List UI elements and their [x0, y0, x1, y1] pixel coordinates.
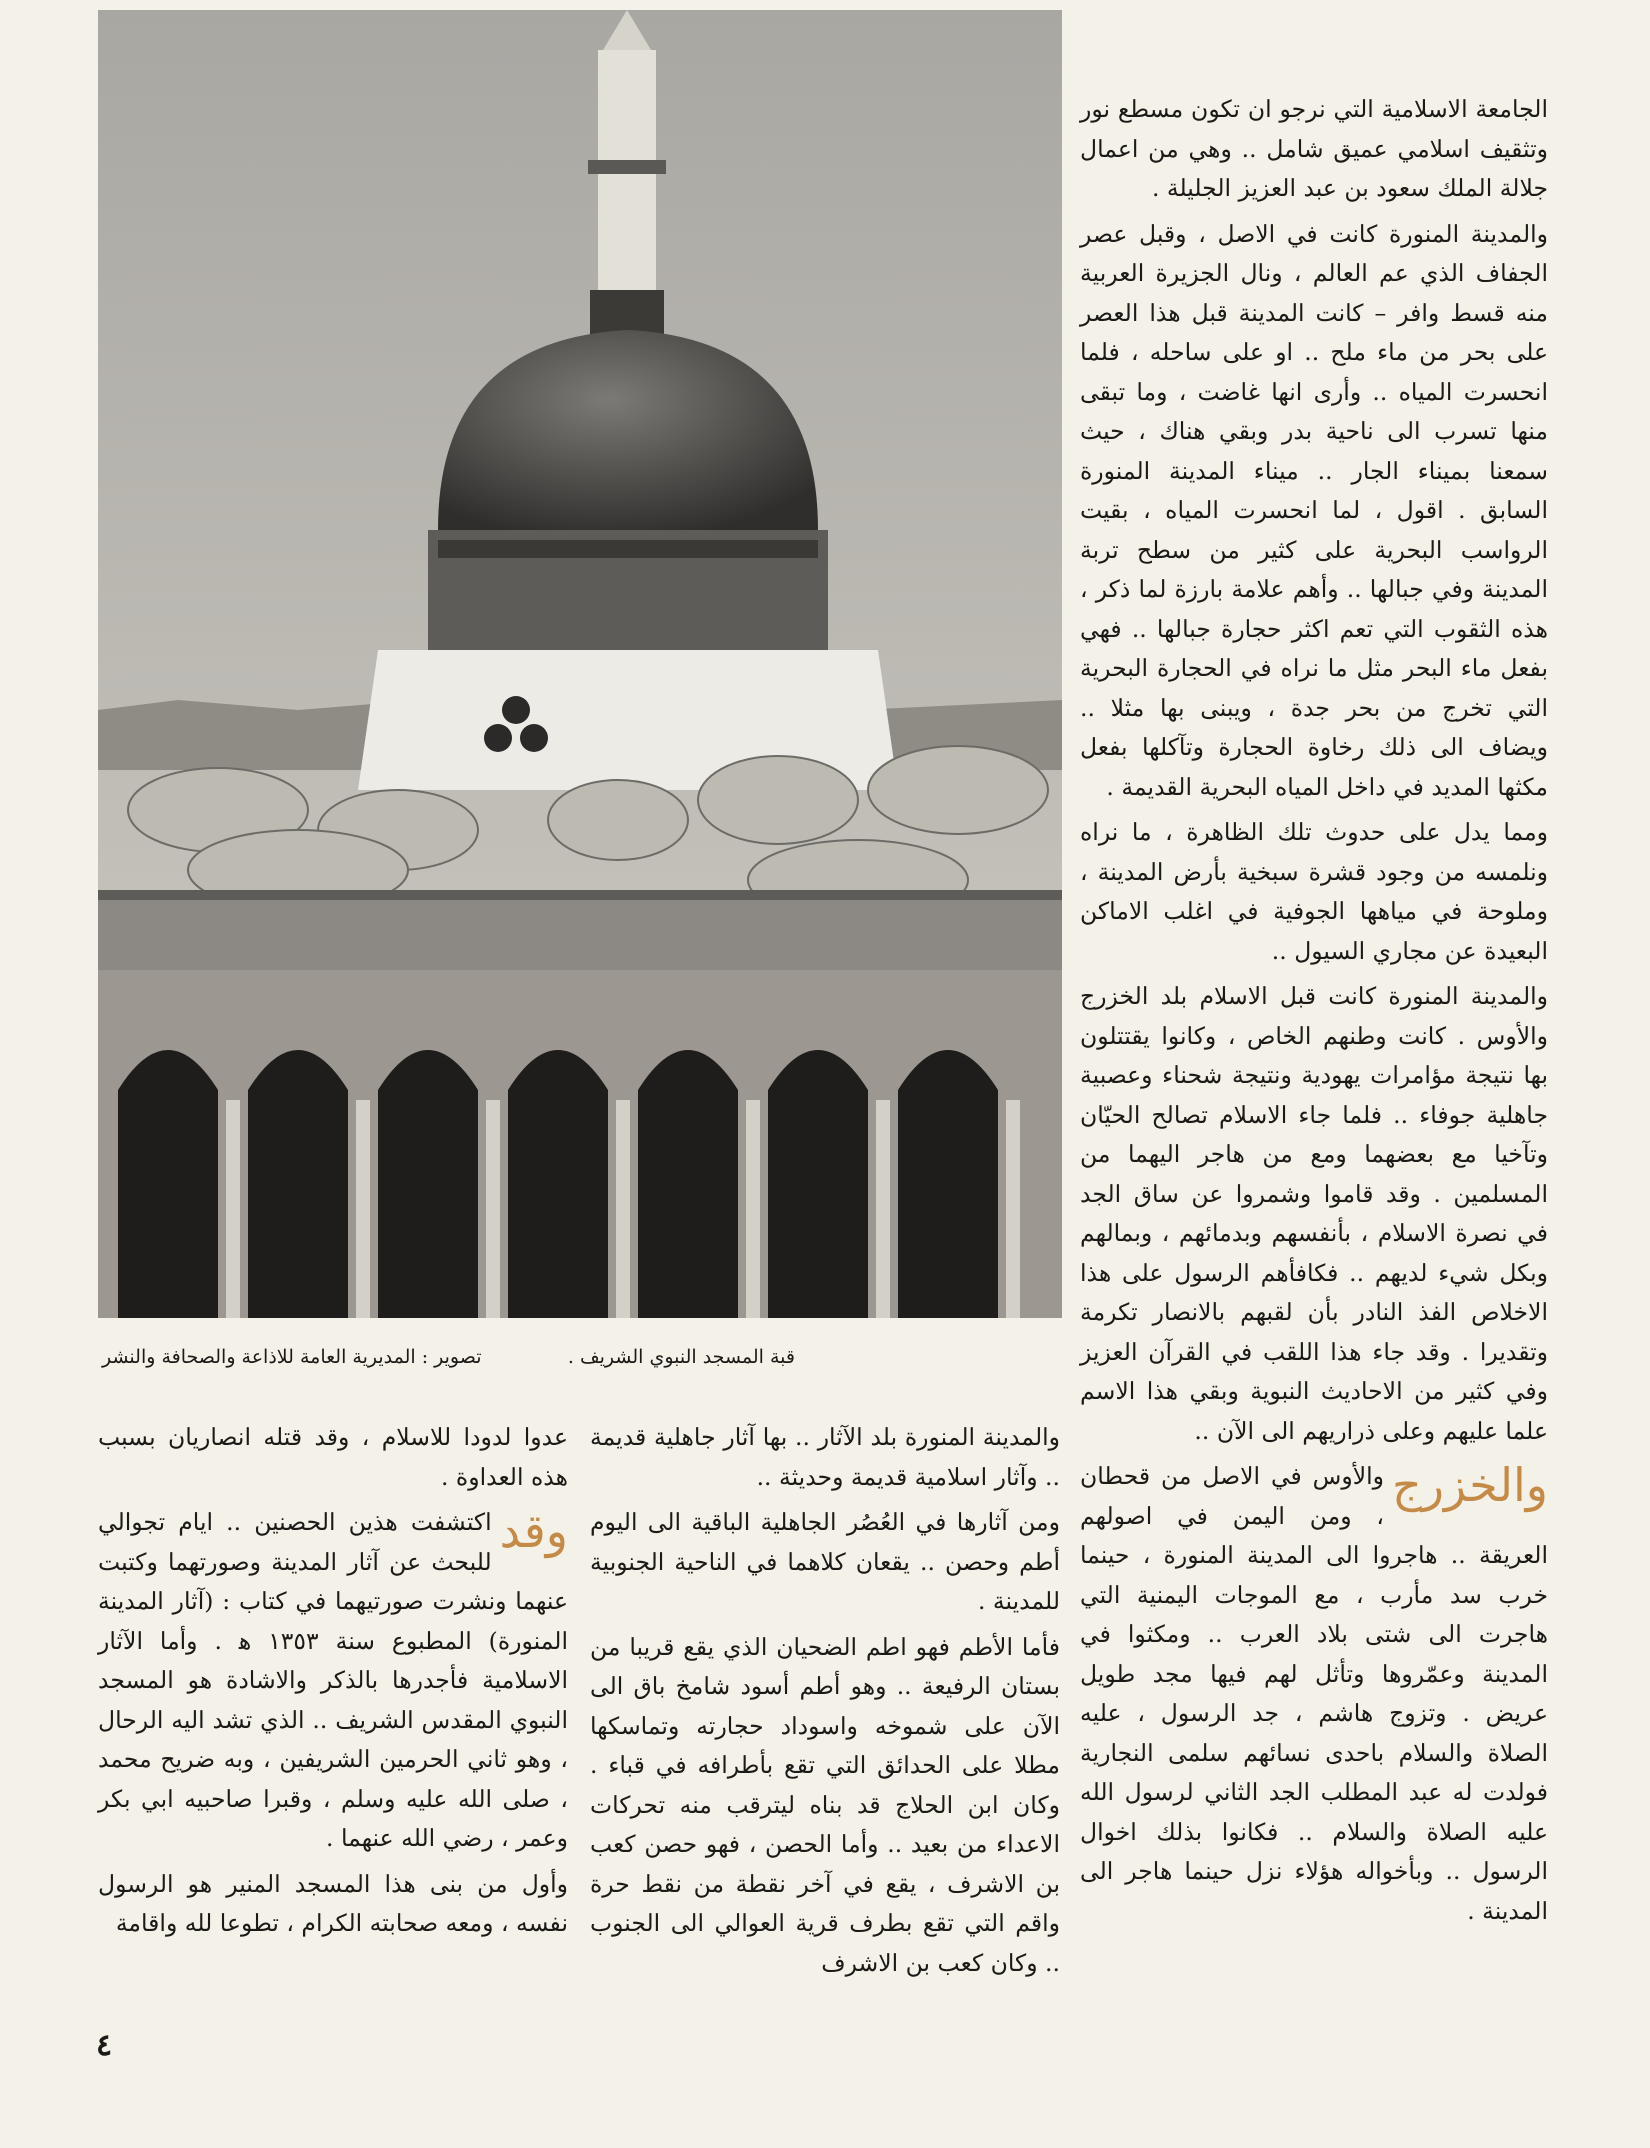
dropcap: والخزرج [1392, 1458, 1548, 1512]
paragraph: والمدينة المنورة كانت في الاصل ، وقبل عصر الجفاف الذي عم العالم ، ونال الجزيرة العربية منه قسط وافر – كانت المدينة قبل هذا العصر على بحر من ماء ملح .. او على ساحله ، فلما انحسرت المياه .. وأرى انها غاضت ، وما تبقى منها تسرب الى ناحية بدر وبقي هناك ، حيث سمعنا بميناء الجار .. ميناء المدينة المنورة السابق . اقول ، لما انحسرت المياه ، بقيت الرواسب البحرية على كثير من سطح تربة المدينة وفي جبالها .. وأهم علامة بارزة لما ذكر ، هذه الثقوب التي تعم اكثر حجارة جبالها .. فهي بفعل ماء البحر مثل ما نراه في الحجارة البحرية التي تخرج من بحر جدة ، ويبنى بها مثلا .. ويضاف الى ذلك رخاوة الحجارة وتآكلها بفعل مكثها المديد في داخل المياه البحرية القديمة . [1080, 219, 1548, 801]
paragraph: وأول من بنى هذا المسجد المنير هو الرسول نفسه ، ومعه صحابته الكرام ، تطوعا لله واقامة [98, 1869, 568, 1937]
paragraph-text: اكتشفت هذين الحصنين .. ايام تجوالي للبحث عن آثار المدينة وصورتهما وكتبت عنهما ونشرت صورتيهما في كتاب : (آثار المدينة المنورة) المطبوع سنة ١٣٥٣ ﻫ . وأما الآثار الاسلامية فأجدرها بالذكر والاشادة هو المسجد النبوي المقدس الشريف .. الذي تشد اليه الرحال ، وهو ثاني الحرمين الشريفين ، وبه ضريح محمد ، صلى الله عليه وسلم ، وقبرا صاحبيه ابي بكر وعمر ، رضي الله عنهما . [98, 1508, 568, 1852]
paragraph: الجامعة الاسلامية التي نرجو ان تكون مسطع نور وتثقيف اسلامي عميق شامل .. وهي من اعمال جلالة الملك سعود بن عبد العزيز الجليلة . [1080, 95, 1548, 202]
dropcap: وقد [499, 1504, 568, 1558]
paragraph: والمدينة المنورة كانت قبل الاسلام بلد الخزرج والأوس . كانت وطنهم الخاص ، وكانوا يقتتلون بها نتيجة مؤامرات يهودية ونتيجة شحناء وعصبية جاهلية جوفاء .. فلما جاء الاسلام تصالح الحيّان وتآخيا مع بعضهما ومع من هاجر اليهما من المسلمين . وقد قاموا وشمروا عن ساق الجد في نصرة الاسلام ، بأنفسهم وبدمائهم ، وبمالهم وبكل شيء لديهم .. فكافأهم الرسول على هذا الاخلاص الفذ النادر بأن لقبهم بالانصار تكرمة وتقديرا . وقد جاء هذا اللقب في القرآن العزيز وفي كثير من الاحاديث النبوية وبقي هذا الاسم علما عليهم وعلى ذراريهم الى الآن .. [1080, 982, 1548, 1445]
mosque-dome-photo [98, 10, 1062, 1318]
left-column [98, 1418, 568, 1950]
paragraph-with-dropcap [98, 1503, 568, 1859]
paragraph: ومما يدل على حدوث تلك الظاهرة ، ما نراه ونلمسه من وجود قشرة سبخية بأرض المدينة ، وملوحة في مياهها الجوفية في اغلب الاماكن البعيدة عن مجاري السيول .. [1080, 818, 1548, 965]
paragraph: عدوا لدودا للاسلام ، وقد قتله انصاريان بسبب هذه العداوة . [98, 1423, 568, 1491]
paragraph-text: والأوس في الاصل من قحطان ، ومن اليمن في اصولهم العريقة .. هاجروا الى المدينة المنورة ، حينما خرب سد مأرب ، مع الموجات اليمنية التي هاجرت الى شتى بلاد العرب .. ومكثوا في المدينة وعمّروها وتأثل لهم فيها مجد طويل عريض . وتزوج هاشم ، جد الرسول ، عليه الصلاة والسلام باحدى نسائهم سلمى النجارية فولدت له عبد المطلب الجد الثاني لرسول الله عليه الصلاة والسلام .. فكانوا بذلك اخوال الرسول .. وبأخواله هؤلاء نزل حينما هاجر الى المدينة . [1080, 1462, 1548, 1925]
photo-title-caption: قبة المسجد النبوي الشريف . [567, 1346, 795, 1368]
mosque-dome-photo-icon [98, 10, 1062, 1318]
right-column [1080, 90, 1548, 1937]
photo-credit-caption: تصوير : المديرية العامة للاذاعة والصحافة والنشر [102, 1346, 482, 1368]
middle-column [590, 1418, 1060, 1989]
page-number: ٤ [96, 2028, 113, 2063]
paragraph-with-dropcap [1080, 1457, 1548, 1931]
paragraph: والمدينة المنورة بلد الآثار .. بها آثار جاهلية قديمة .. وآثار اسلامية قديمة وحديثة .. [590, 1423, 1060, 1491]
paragraph: فأما الأطم فهو اطم الضحيان الذي يقع قريبا من بستان الرفيعة .. وهو أطم أسود شامخ باق الى الآن على شموخه واسوداد حجارته وتماسكها مطلا على الحدائق التي تقع بأطرافه في قباء . وكان ابن الحلاج قد بناه ليترقب منه تحركات الاعداء من بعيد .. وأما الحصن ، فهو حصن كعب بن الاشرف ، يقع في آخر نقطة من نقط حرة واقم التي تقع بطرف قرية العوالي الى الجنوب .. وكان كعب بن الاشرف [590, 1632, 1060, 1977]
paragraph: ومن آثارها في العُصُر الجاهلية الباقية الى اليوم أطم وحصن .. يقعان كلاهما في الناحية الجنوبية للمدينة . [590, 1508, 1060, 1615]
